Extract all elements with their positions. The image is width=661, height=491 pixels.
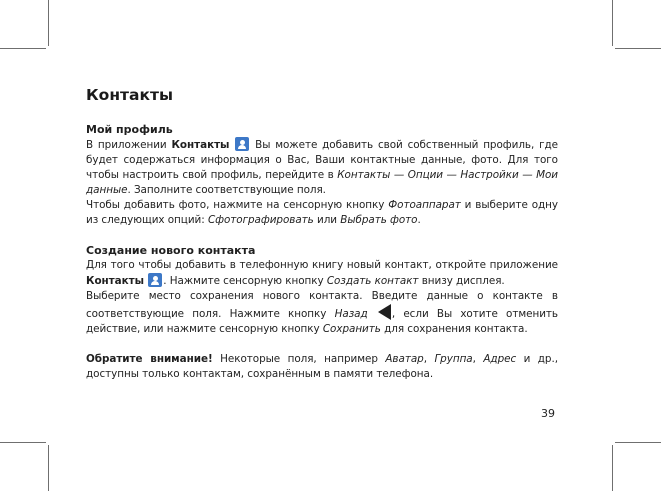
paragraph-add-photo: Чтобы добавить фото, нажмите на сенсорную кнопку Фотоаппарат и выберите одну из следующих опций: Сфотографировать или Выбрать фото. bbox=[86, 199, 558, 226]
section-heading-new-contact: Создание нового контакта bbox=[86, 244, 256, 257]
crop-mark bbox=[0, 442, 46, 443]
crop-mark bbox=[48, 0, 49, 46]
crop-mark bbox=[615, 442, 661, 443]
crop-mark bbox=[48, 445, 49, 491]
page-number: 39 bbox=[541, 407, 555, 420]
crop-mark bbox=[0, 48, 46, 49]
back-arrow-icon bbox=[378, 304, 391, 320]
page-title: Контакты bbox=[86, 86, 173, 104]
paragraph-save-contact: Выберите место сохранения нового контакта. Введите данные о контакте в соответствующие поля. Нажмите кнопку Назад , если Вы хотите отменить действие, или нажмите сенсорную кнопку Сохранить для сохранения контакта. bbox=[86, 290, 558, 335]
section-heading-my-profile: Мой профиль bbox=[86, 123, 173, 136]
contacts-app-icon bbox=[148, 273, 162, 287]
note-paragraph: Обратите внимание! Некоторые поля, например Аватар, Группа, Адрес и др., доступны только контактам, сохранённым в памяти телефона. bbox=[86, 353, 558, 380]
paragraph-new-contact: Для того чтобы добавить в телефонную книгу новый контакт, откройте приложение Контакты . Нажмите сенсорную кнопку Создать контакт внизу дисплея. bbox=[86, 259, 558, 287]
contacts-app-icon bbox=[235, 137, 249, 151]
manual-page bbox=[86, 86, 558, 382]
paragraph-my-profile: В приложении Контакты Вы можете добавить свой собственный профиль, где будет содержаться информация о Вас, Ваши контактные данные, фото. Для того чтобы настроить свой профиль, перейдите в Контакты — Опции — Настройки — Мои данные. Заполните соответствующие поля. bbox=[86, 139, 558, 196]
crop-mark bbox=[612, 445, 613, 491]
crop-mark bbox=[615, 48, 661, 49]
crop-mark bbox=[612, 0, 613, 46]
